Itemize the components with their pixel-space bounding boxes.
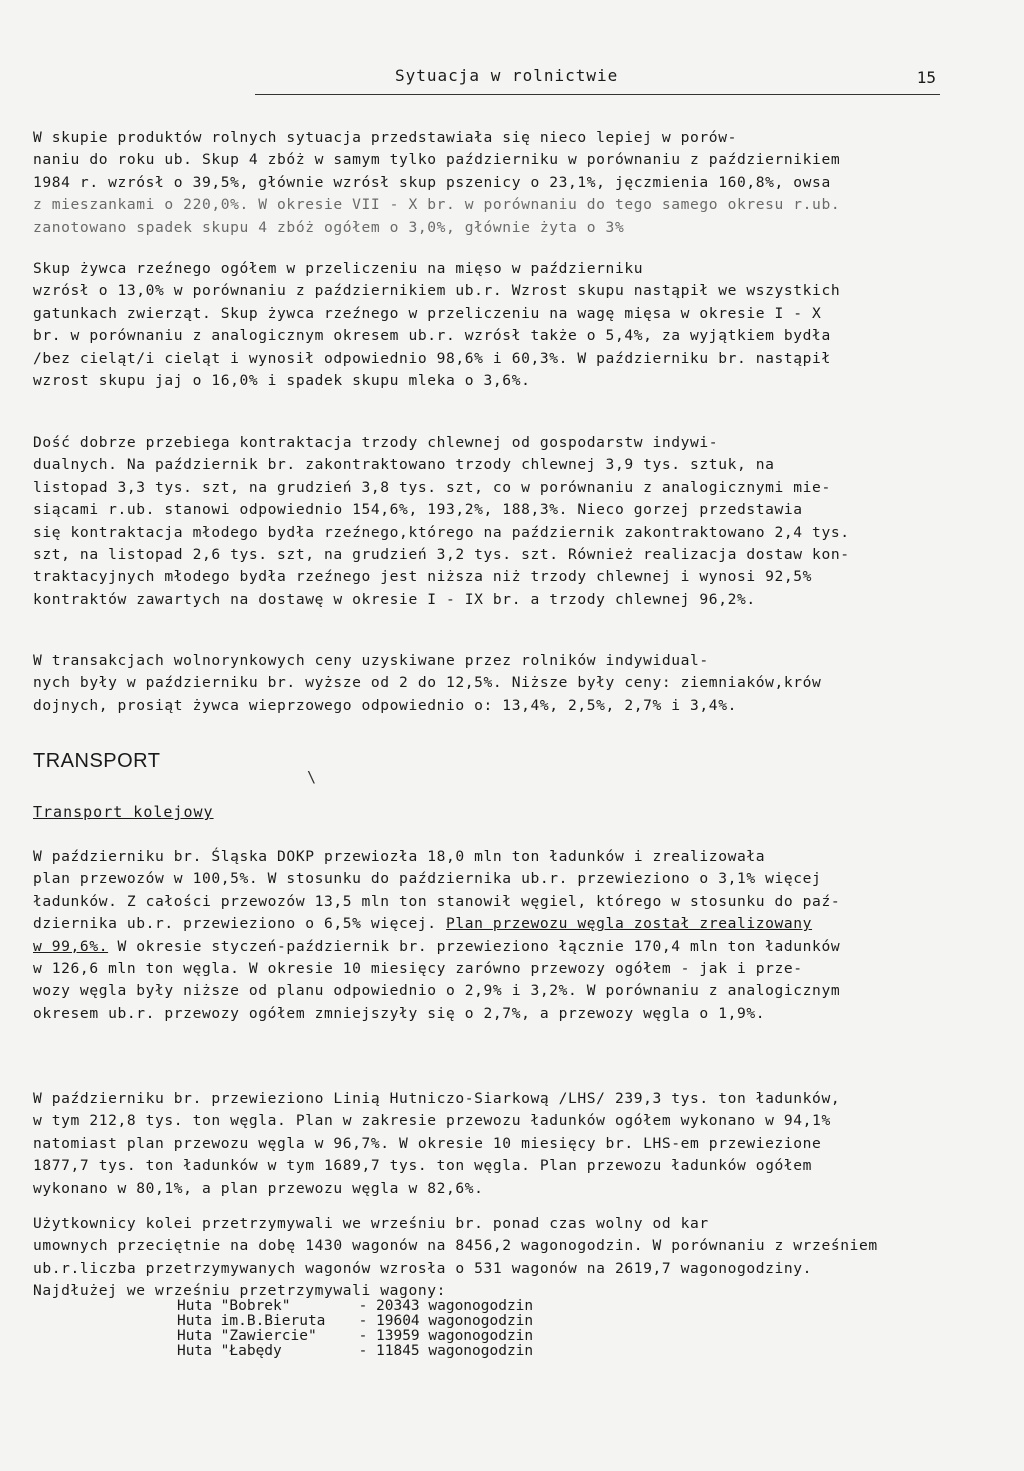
- text-line: siącami r.ub. stanowi odpowiednio 154,6%, 193,2%, 188,3%. Nieco gorzej przedstawia: [33, 501, 803, 519]
- text-line: szt, na listopad 2,6 tys. szt, na grudzień 3,2 tys. szt. Również realizacja dostaw kon-: [33, 545, 850, 563]
- text-line: kontraktów zawartych na dostawę w okresie I - IX br. a trzody chlewnej 96,2%.: [33, 590, 756, 608]
- page-header: [255, 66, 940, 95]
- dash: -: [358, 1313, 368, 1329]
- text-line: z mieszankami o 220,0%. W okresie VII - X br. w porównaniu do tego samego okresu r.ub.: [33, 196, 841, 214]
- dash: -: [358, 1298, 368, 1314]
- text-segment: dziernika ub.r. przewieziono o 6,5% więcej.: [33, 915, 446, 933]
- plant-name: Huta "Bobrek": [177, 1298, 291, 1314]
- paragraph-skup-zywca: [33, 258, 991, 392]
- text-line: wzrósł o 13,0% w porównaniu z październikiem ub.r. Wzrost skupu nastąpił we wszystkich: [33, 282, 841, 300]
- text-line: natomiast plan przewozu węgla w 96,7%. W okresie 10 miesięcy br. LHS-em przewiezione: [33, 1134, 822, 1152]
- text-line: umownych przeciętnie na dobę 1430 wagonów na 8456,2 wagonogodzin. W porównaniu z wrześniem: [33, 1237, 878, 1255]
- dash: -: [358, 1343, 368, 1359]
- text-line: W transakcjach wolnorynkowych ceny uzyskiwane przez rolników indywidual-: [33, 652, 709, 669]
- text-line: w tym 212,8 tys. ton węgla. Plan w zakresie przewozu ładunków ogółem wykonano w 94,1%: [33, 1112, 831, 1130]
- text-segment: W okresie styczeń-październik br. przewieziono łącznie 170,4 mln ton ładunków: [108, 937, 841, 955]
- list-item: [177, 1299, 533, 1314]
- paragraph-lhs: [33, 1088, 991, 1200]
- text-line: [33, 936, 991, 958]
- list-item: [177, 1344, 533, 1359]
- paragraph-przetrzymywanie: [33, 1213, 991, 1303]
- wagon-hours-value: 19604 wagonogodzin: [376, 1313, 534, 1329]
- text-line: W październiku br. Śląska DOKP przewiozła 18,0 mln ton ładunków i zrealizowała: [33, 848, 766, 865]
- text-line: gatunkach zwierząt. Skup żywca rzeźnego w przeliczeniu na wagę mięsa w okresie I - X: [33, 304, 822, 322]
- paragraph-kontraktacja: [33, 432, 991, 611]
- subsection-title-transport-kolejowy: Transport kolejowy: [33, 803, 214, 821]
- text-line: okresem ub.r. przewozy ogółem zmniejszyły się o 2,7%, a przewozy węgla o 1,9%.: [33, 1004, 766, 1022]
- text-line: Użytkownicy kolei przetrzymywali we wrześniu br. ponad czas wolny od kar: [33, 1215, 709, 1232]
- text-line: w 126,6 mln ton węgla. W okresie 10 miesięcy zarówno przewozy ogółem - jak i prze-: [33, 959, 803, 977]
- text-line: W skupie produktów rolnych sytuacja przedstawiała się nieco lepiej w porów-: [33, 129, 737, 146]
- list-item: [177, 1329, 533, 1344]
- wagon-hours-value: 11845 wagonogodzin: [376, 1343, 534, 1359]
- underlined-plan-percent: w 99,6%.: [33, 937, 109, 955]
- text-line: dojnych, prosiąt żywca wieprzowego odpowiednio o: 13,4%, 2,5%, 2,7% i 3,4%.: [33, 696, 737, 714]
- text-line: nych były w październiku br. wyższe od 2 do 12,5%. Niższe były ceny: ziemniaków,krów: [33, 674, 822, 692]
- section-title-transport: TRANSPORT: [33, 750, 161, 772]
- running-title: Sytuacja w rolnictwie: [395, 66, 619, 85]
- wagon-hours-list: [177, 1299, 533, 1359]
- text-line: wozy węgla były niższe od planu odpowiednio o 2,9% i 3,2%. W porównaniu z analogicznym: [33, 982, 841, 1000]
- text-line: br. w porównaniu z analogicznym okresem ub.r. wzrósł także o 5,4%, za wyjątkiem bydła: [33, 327, 831, 345]
- text-line: 1877,7 tys. ton ładunków w tym 1689,7 tys. ton węgla. Plan przewozu ładunków ogółem: [33, 1157, 813, 1175]
- list-item: [177, 1314, 533, 1329]
- text-line: zanotowano spadek skupu 4 zbóż ogółem o 3,0%, głównie żyta o 3%: [33, 218, 625, 236]
- text-line: 1984 r. wzrósł o 39,5%, głównie wzrósł skup pszenicy o 23,1%, jęczmienia 160,8%, owsa: [33, 173, 831, 191]
- text-line: Najdłużej we wrześniu przetrzymywali wagony:: [33, 1282, 446, 1300]
- text-line: dualnych. Na październik br. zakontraktowano trzody chlewnej 3,9 tys. sztuk, na: [33, 456, 775, 474]
- text-line: wykonano w 80,1%, a plan przewozu węgla w 82,6%.: [33, 1179, 484, 1197]
- text-line: naniu do roku ub. Skup 4 zbóż w samym tylko październiku w porównaniu z październikiem: [33, 151, 841, 169]
- text-line: ub.r.liczba przetrzymywanych wagonów wzrosła o 531 wagonów na 2619,7 wagonogodziny.: [33, 1259, 813, 1277]
- underlined-plan-text: Plan przewozu węgla został zrealizowany: [446, 915, 813, 933]
- text-line: Dość dobrze przebiega kontraktacja trzody chlewnej od gospodarstw indywi-: [33, 434, 719, 451]
- text-line: ładunków. Z całości przewozów 13,5 mln ton stanowił węgiel, którego w stosunku do paź-: [33, 892, 841, 910]
- text-line: traktacyjnych młodego bydła rzeźnego jest niższa niż trzody chlewnej i wynosi 92,5%: [33, 568, 813, 586]
- paragraph-dokp: [33, 846, 991, 1025]
- text-line: /bez cieląt/i cieląt i wynosił odpowiednio 98,6% i 60,3%. W październiku br. nastąpił: [33, 349, 831, 367]
- wagon-hours-value: 20343 wagonogodzin: [376, 1298, 534, 1314]
- plant-name: Huta "Zawiercie": [177, 1328, 317, 1344]
- text-line: W październiku br. przewieziono Linią Hutniczo-Siarkową /LHS/ 239,3 tys. ton ładunków,: [33, 1090, 841, 1107]
- text-line: listopad 3,3 tys. szt, na grudzień 3,8 tys. szt, co w porównaniu z analogicznymi mie-: [33, 478, 831, 496]
- paragraph-wolnorynkowe: [33, 650, 991, 717]
- dash: -: [358, 1328, 368, 1344]
- text-line: Skup żywca rzeźnego ogółem w przeliczeniu na mięso w październiku: [33, 260, 644, 277]
- text-line: [33, 913, 991, 935]
- plant-name: Huta im.B.Bieruta: [177, 1313, 326, 1329]
- text-line: wzrost skupu jaj o 16,0% i spadek skupu mleka o 3,6%.: [33, 371, 531, 389]
- text-line: się kontraktacja młodego bydła rzeźnego,którego na październik zakontraktowano 2,4 tys.: [33, 523, 850, 541]
- wagon-hours-value: 13959 wagonogodzin: [376, 1328, 534, 1344]
- plant-name: Huta "Łabędy: [177, 1343, 282, 1359]
- stray-mark: \: [307, 768, 317, 786]
- page-number: 15: [916, 68, 936, 87]
- paragraph-skup-produktow: [33, 127, 991, 239]
- text-line: plan przewozów w 100,5%. W stosunku do października ub.r. przewieziono o 3,1% więcej: [33, 870, 822, 888]
